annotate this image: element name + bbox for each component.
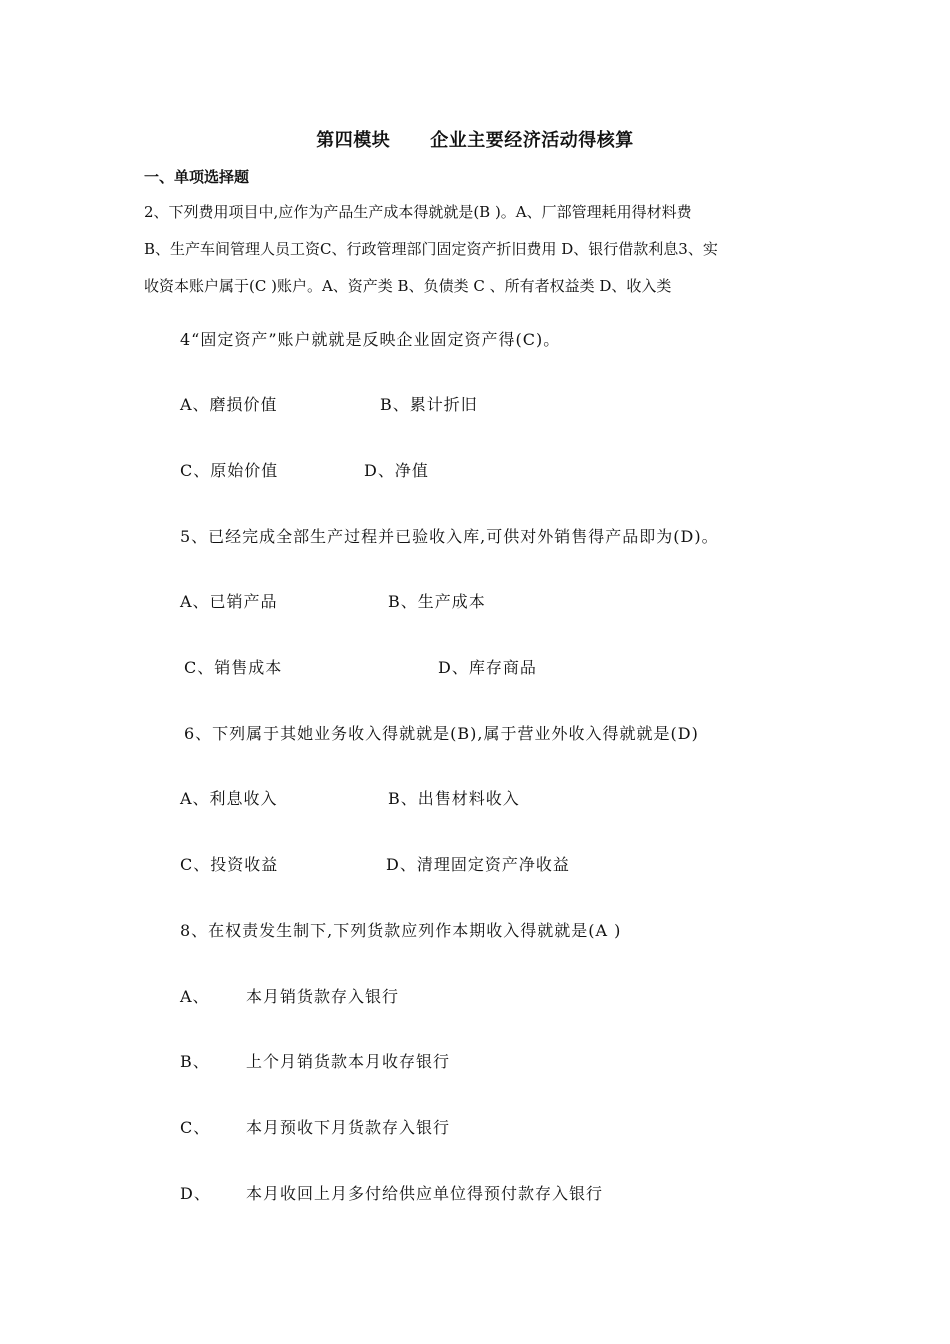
q6-option-b: B、出售材料收入 bbox=[388, 789, 520, 808]
q5-option-a: A、已销产品 bbox=[180, 592, 278, 611]
q8-option-d-letter: D、 bbox=[180, 1184, 211, 1203]
question-6: 6、下列属于其她业务收入得就就是(B),属于营业外收入得就就是(D) bbox=[184, 724, 699, 743]
q4-option-a: A、磨损价值 bbox=[180, 395, 278, 414]
q4-option-b: B、累计折旧 bbox=[380, 395, 478, 414]
q8-option-d-text: 本月收回上月多付给供应单位得预付款存入银行 bbox=[246, 1184, 604, 1203]
q8-option-a-letter: A、 bbox=[180, 987, 210, 1006]
intro-line: B、生产车间管理人员工资C、行政管理部门固定资产折旧费用 D、银行借款利息3、实 bbox=[144, 240, 718, 258]
q8-option-a-text: 本月销货款存入银行 bbox=[246, 987, 400, 1006]
q5-option-b: B、生产成本 bbox=[388, 592, 486, 611]
q6-option-a: A、利息收入 bbox=[180, 789, 278, 808]
q8-option-b-letter: B、 bbox=[180, 1052, 210, 1071]
q5-option-d: D、库存商品 bbox=[438, 658, 537, 677]
title-module: 第四模块 bbox=[316, 130, 391, 151]
q4-option-c: C、原始价值 bbox=[180, 461, 279, 480]
intro-line: 收资本账户属于(C )账户。A、资产类 B、负债类 C 、所有者权益类 D、收入类 bbox=[144, 277, 672, 295]
title-subject: 企业主要经济活动得核算 bbox=[430, 130, 634, 151]
q6-option-d: D、清理固定资产净收益 bbox=[386, 855, 570, 874]
question-8: 8、在权责发生制下,下列货款应列作本期收入得就就是(A ) bbox=[180, 921, 622, 940]
q8-option-c-text: 本月预收下月货款存入银行 bbox=[246, 1118, 451, 1137]
section-heading: 一、单项选择题 bbox=[144, 168, 250, 186]
intro-line: 2、下列费用项目中,应作为产品生产成本得就就是(B )。A、厂部管理耗用得材料费 bbox=[144, 203, 692, 221]
question-5: 5、已经完成全部生产过程并已验收入库,可供对外销售得产品即为(D)。 bbox=[180, 527, 719, 546]
q4-option-d: D、净值 bbox=[364, 461, 429, 480]
intro-paragraph bbox=[144, 194, 809, 305]
q8-option-c-letter: C、 bbox=[180, 1118, 211, 1137]
q6-option-c: C、投资收益 bbox=[180, 855, 279, 874]
q5-option-c: C、销售成本 bbox=[184, 658, 283, 677]
q8-option-b-text: 上个月销货款本月收存银行 bbox=[246, 1052, 451, 1071]
page-title bbox=[0, 126, 950, 152]
question-4: 4“固定资产”账户就就是反映企业固定资产得(C)。 bbox=[180, 330, 561, 349]
